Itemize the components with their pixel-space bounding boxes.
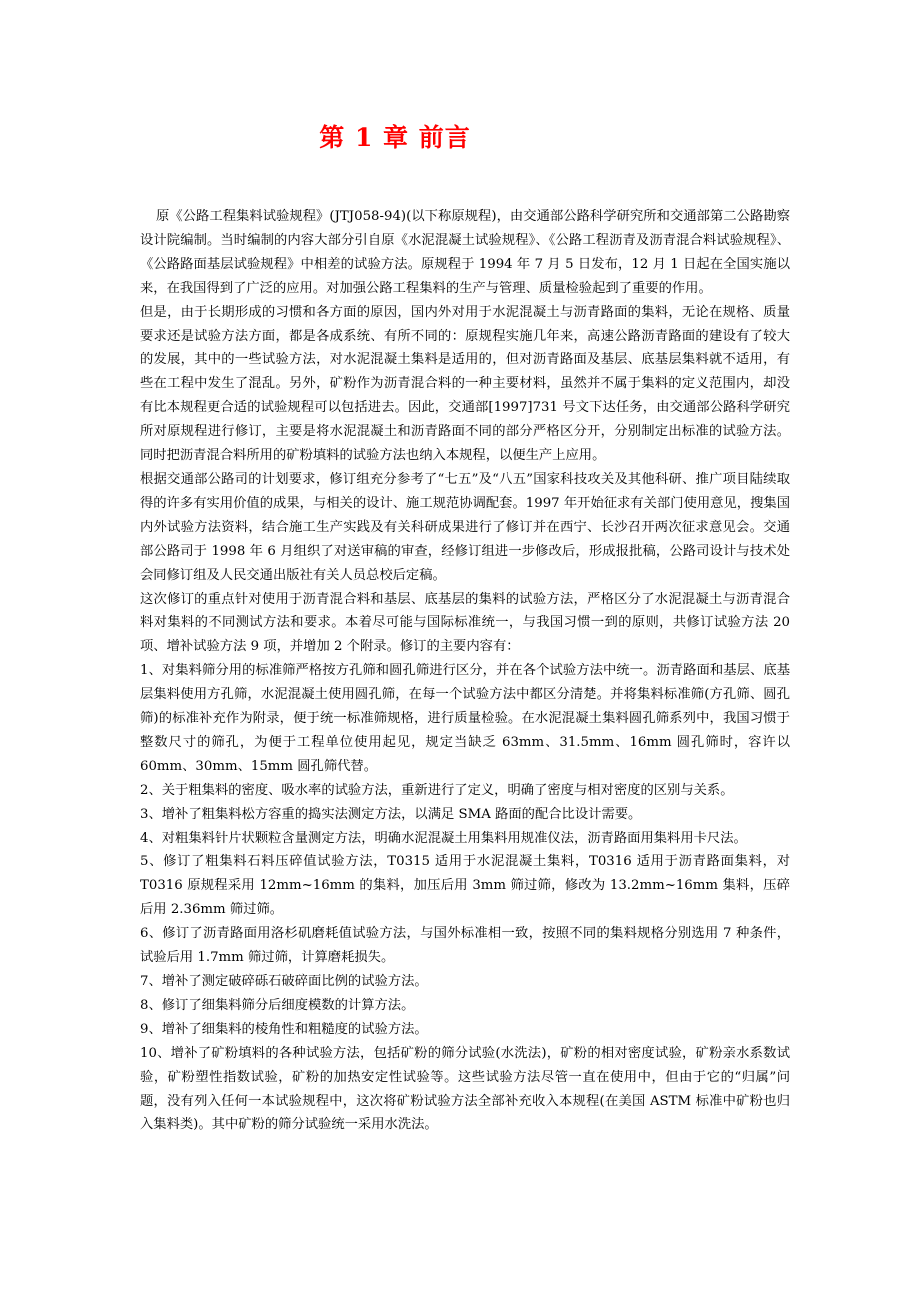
list-item-8: 8、修订了细集料筛分后细度模数的计算方法。 xyxy=(140,997,415,1013)
list-item-1: 1、对集料筛分用的标准筛严格按方孔筛和圆孔筛进行区分，并在各个试验方法中统一。沥青路面和基层、底基层集料使用方孔筛，水泥混凝土使用圆孔筛，在每一个试验方法中都区分清楚。并将集料标准筛(方孔筛、圆孔筛)的标准补充作为附录，便于统一标准筛规格，进行质量检验。在水泥混凝土集料圆孔筛系列中，我国习惯于整数尺寸的筛孔，为便于工程单位使用起见，规定当缺乏 63mm、31.5mm、16mm 圆孔筛时，容许以 60mm、30mm、15mm 圆孔筛代替。 xyxy=(140,663,790,774)
paragraph-revision-focus: 这次修订的重点针对使用于沥青混合料和基层、底基层的集料的试验方法，严格区分了水泥混凝土与沥青混合料对集料的不同测试方法和要求。本着尽可能与国际标准统一，与我国习惯一到的原则，共修订试验方法 20 项、增补试验方法 9 项，并增加 2 个附录。修订的主要内容有： xyxy=(140,591,790,655)
list-item-9: 9、增补了细集料的棱角性和粗糙度的试验方法。 xyxy=(140,1021,428,1037)
paragraph-revision-process: 根据交通部公路司的计划要求，修订组充分参考了“七五”及“八五”国家科技攻关及其他科研、推广项目陆续取得的许多有实用价值的成果，与相关的设计、施工规范协调配套。1997 年开始征求有关部门使用意见，搜集国内外试验方法资料，结合施工生产实践及有关科研成果进行了修订并在西宁、长沙召开两次征求意见会。交通部公路司于 1998 年 6 月组织了对送审稿的审查，经修订组进一步修改后，形成报批稿，公路司设计与技术处会同修订组及人民交通出版社有关人员总校后定稿。 xyxy=(140,471,790,583)
list-item-10: 10、增补了矿粉填料的各种试验方法，包括矿粉的筛分试验(水洗法)，矿粉的相对密度试验，矿粉亲水系数试验，矿粉塑性指数试验，矿粉的加热安定性试验等。这些试验方法尽管一直在使用中，但由于它的“归属”问题，没有列入任何一本试验规程中，这次将矿粉试验方法全部补充收入本规程(在美国 ASTM 标准中矿粉也归入集料类)。其中矿粉的筛分试验统一采用水洗法。 xyxy=(140,1045,790,1133)
paragraph-background: 但是，由于长期形成的习惯和各方面的原因，国内外对用于水泥混凝土与沥青路面的集料，无论在规格、质量要求还是试验方法方面，都是各成系统、有所不同的：原规程实施几年来，高速公路沥青路面的建设有了较大的发展，其中的一些试验方法，对水泥混凝土集料是适用的，但对沥青路面及基层、底基层集料就不适用，有些在工程中发生了混乱。另外，矿粉作为沥青混合料的一种主要材料，虽然并不属于集料的定义范围内，却没有比本规程更合适的试验规程可以包括进去。因此，交通部[1997]731 号文下达任务，由交通部公路科学研究所对原规程进行修订，主要是将水泥混凝土和沥青路面不同的部分严格区分开，分别制定出标准的试验方法。同时把沥青混合料所用的矿粉填料的试验方法也纳入本规程，以便生产上应用。 xyxy=(140,304,790,464)
list-item-5: 5、修订了粗集料石料压碎值试验方法，T0315 适用于水泥混凝土集料，T0316 适用于沥青路面集料，对 T0316 原规程采用 12mm~16mm 的集料，加压后用 3mm 筛过筛，修改为 13.2mm~16mm 集料，压碎后用 2.36mm 筛过筛。 xyxy=(140,854,790,918)
list-item-2: 2、关于粗集料的密度、吸水率的试验方法，重新进行了定义，明确了密度与相对密度的区别与关系。 xyxy=(140,782,734,798)
document-body xyxy=(140,205,790,1137)
chapter-title: 第 1 章 前言 xyxy=(319,123,471,152)
list-item-4: 4、对粗集料针片状颗粒含量测定方法，明确水泥混凝土用集料用规准仪法，沥青路面用集料用卡尺法。 xyxy=(140,830,747,846)
list-item-3: 3、增补了粗集料松方容重的捣实法测定方法，以满足 SMA 路面的配合比设计需要。 xyxy=(140,806,642,822)
paragraph-intro: 原《公路工程集料试验规程》(JTJ058-94)(以下称原规程)，由交通部公路科学研究所和交通部第二公路勘察设计院编制。当时编制的内容大部分引自原《水泥混凝土试验规程》、《公路工程沥青及沥青混合料试验规程》、《公路路面基层试验规程》中相差的试验方法。原规程于 1994 年 7 月 5 日发布，12 月 1 日起在全国实施以来，在我国得到了广泛的应用。对加强公路工程集料的生产与管理、质量检验起到了重要的作用。 xyxy=(140,209,790,296)
list-item-6: 6、修订了沥青路面用洛杉矶磨耗值试验方法，与国外标准相一致，按照不同的集料规格分别选用 7 种条件，试验后用 1.7mm 筛过筛，计算磨耗损失。 xyxy=(140,926,790,966)
list-item-7: 7、增补了测定破碎砾石破碎面比例的试验方法。 xyxy=(140,974,428,989)
